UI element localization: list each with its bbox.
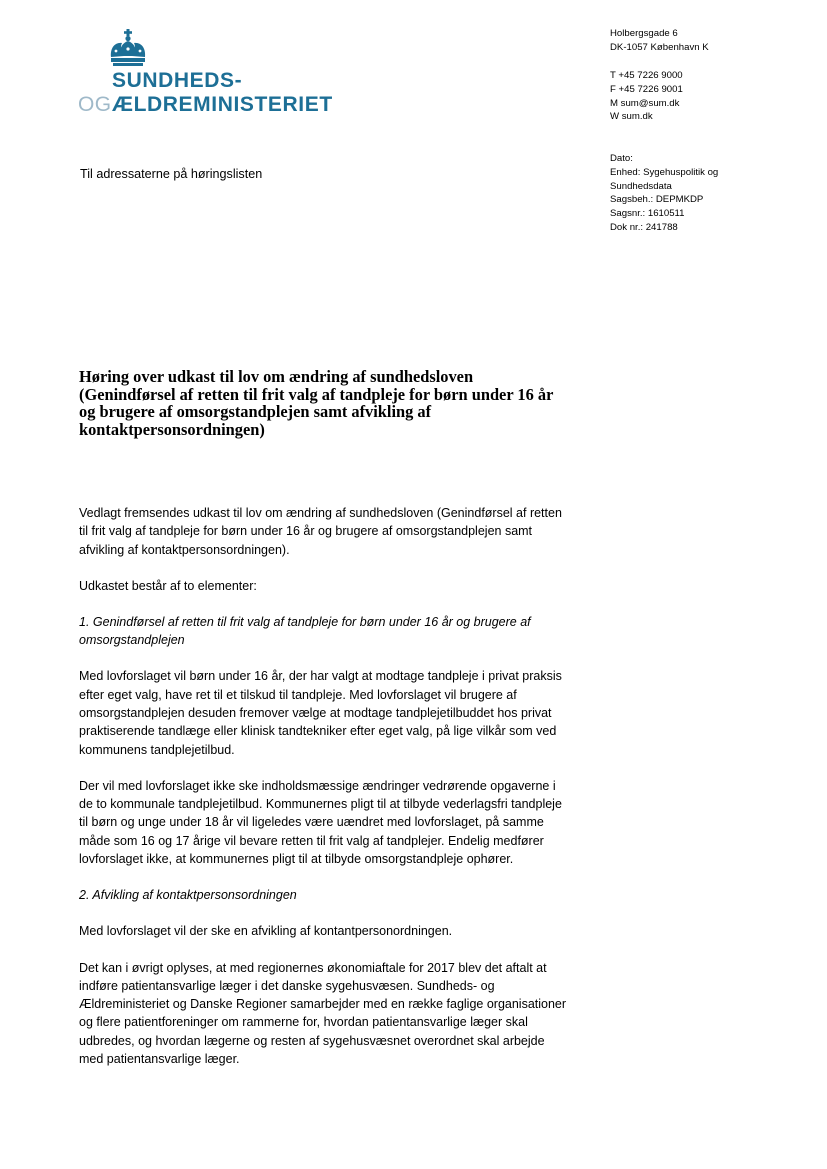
- letter-title: Høring over udkast til lov om ændring af sundhedsloven (Genindførsel af retten til frit valg af tandpleje for børn under 16 år og brugere af omsorgstandplejen samt afvikling af kontaktpersonsordningen): [79, 367, 554, 439]
- contact-mail: M sum@sum.dk: [610, 97, 680, 109]
- case-handler: Sagsbeh.: DEPMKDP: [610, 194, 704, 206]
- section-heading: 2. Afvikling af kontaktpersonsordningen: [79, 888, 297, 903]
- body-paragraph: Der vil med lovforslaget ikke ske indholdsmæssige ændringer vedrørende opgaverne i de to kommunale tandplejetilbud. Kommunernes pligt til at tilbyde vederlagsfri tandpleje til børn og unge under 18 år vil ligeledes være uændret med lovforslaget, på samme måde som 16 og 17 årige vil bevare retten til frit valg af tandplejer. Endelig medfører lovforslaget ikke, at kommunernes pligt til at tilbyde omsorgstandpleje ophører.: [79, 778, 562, 867]
- body-paragraph: Udkastet består af to elementer:: [79, 578, 257, 593]
- address-street: Holbergsgade 6: [610, 28, 678, 39]
- address-city: DK-1057 København K: [610, 41, 709, 53]
- body-paragraph: Med lovforslaget vil børn under 16 år, der har valgt at modtage tandpleje i privat praksis efter eget valg, have ret til et tilskud til tandpleje. Med lovforslaget vil brugere af omsorgstandplejen desuden fremover vælge at modtage tandplejetilbuddet hos privat praktiserende tandlæge eller klinisk tandtekniker efter eget valg, på lige vilkår som ved kommunens tandplejetilbud.: [79, 669, 562, 757]
- address-block: [610, 27, 810, 55]
- logo-text-og: OG: [78, 93, 112, 116]
- contact-web: W sum.dk: [610, 111, 653, 123]
- recipients-line: Til adressaterne på høringslisten: [80, 167, 263, 181]
- contact-fax: F +45 7226 9001: [610, 83, 683, 95]
- body-paragraph: Det kan i øvrigt oplyses, at med regionernes økonomiaftale for 2017 blev det aftalt at indføre patientansvarlige læger i det danske sygehusvæsen. Sundheds- og Ældreministeriet og Danske Regioner samarbejder med en række faglige organisationer og flere patientforeninger om rammerne for, hvordan patientansvarlige læger skal udbredes, og hvordan lægerne og resten af sygehusvæsnet overordnet skal arbejde med patientansvarlige læger.: [79, 960, 567, 1067]
- logo-text-line1: SUNDHEDS-: [112, 69, 243, 92]
- crown-icon: [107, 29, 149, 67]
- contact-block: [610, 69, 810, 124]
- case-unit: Enhed: Sygehuspolitik og: [610, 166, 719, 178]
- case-number: Sagsnr.: 1610511: [610, 208, 685, 220]
- letter-body: [79, 504, 567, 1086]
- case-info-block: [610, 152, 810, 235]
- case-date: Dato:: [610, 153, 633, 164]
- contact-phone: T +45 7226 9000: [610, 70, 683, 81]
- section-heading: 1. Genindførsel af retten til frit valg af tandpleje for børn under 16 år og brugere af omsorgstandplejen: [79, 614, 531, 648]
- case-unit-cont: Sundhedsdata: [610, 180, 672, 192]
- document-number: Dok nr.: 241788: [610, 221, 678, 233]
- body-paragraph: Med lovforslaget vil der ske en afvikling af kontantpersonordningen.: [79, 924, 453, 939]
- logo-text-line2: ÆLDREMINISTERIET: [112, 93, 333, 116]
- body-paragraph: Vedlagt fremsendes udkast til lov om ændring af sundhedsloven (Genindførsel af retten til frit valg af tandpleje for børn under 16 år og brugere af omsorgstandplejen samt afvikling af kontaktpersonsordningen).: [79, 506, 562, 557]
